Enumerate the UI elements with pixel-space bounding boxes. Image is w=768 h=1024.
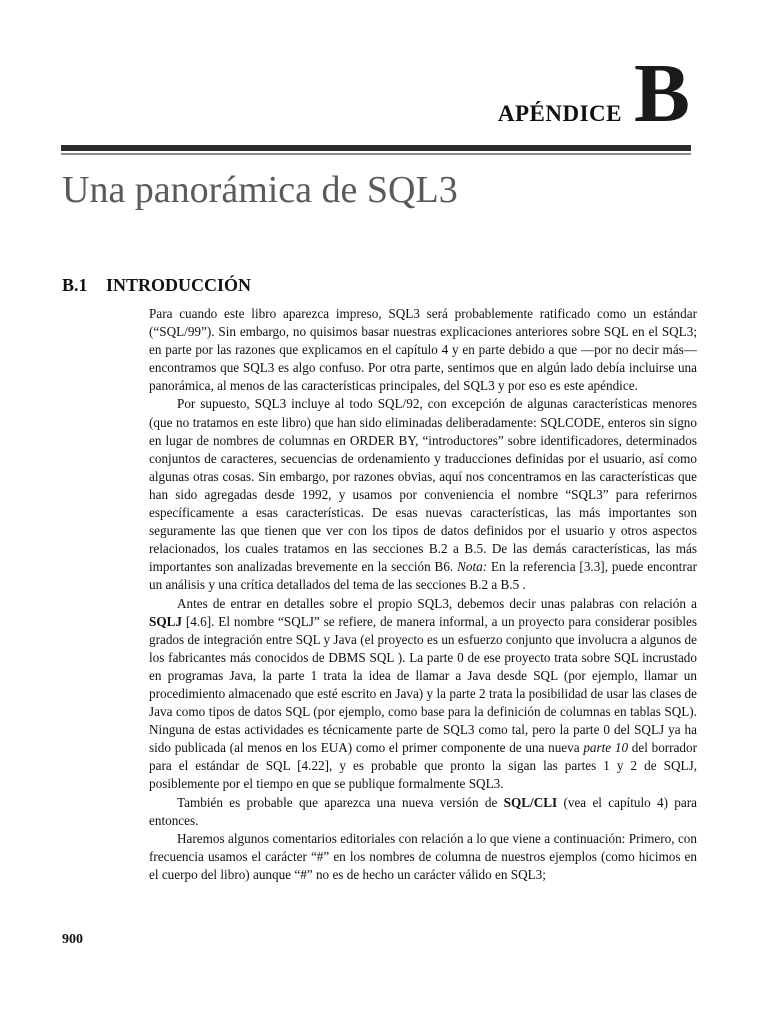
paragraph-5: Haremos algunos comentarios editoriales con relación a lo que viene a continuación: Primero, con frecuencia usamos el carácter “#” en los nombres de columna de nuestros ejemplos (como hicimos en el cuerpo del libro) aunque “#” no es de hecho un carácter válido en SQL3;	[149, 830, 697, 882]
body-text	[149, 305, 697, 884]
appendix-letter: B	[633, 47, 690, 140]
section-title: INTRODUCCIÓN	[106, 275, 252, 295]
paragraph-1: Para cuando este libro aparezca impreso, SQL3 será probablemente ratificado como un estándar (“SQL/99”). Sin embargo, no quisimos basar nuestras explicaciones anteriores sobre SQL en el SQL3; en parte por las razones que explicamos en el capítulo 4 y en parte debido a que —por no decir más— encontramos que SQL3 es algo confuso. Por otra parte, sentimos que en algún lado debía incluirse una panorámica, al menos de las características principales, del SQL3 y por eso es este apéndice.	[149, 306, 697, 394]
header-rule-thick	[61, 145, 691, 151]
paragraph-3-text-a: Antes de entrar en detalles sobre el propio SQL3, debemos decir unas palabras con relación a	[177, 595, 697, 611]
chapter-title: Una panorámica de SQL3	[62, 169, 458, 211]
page-number: 900	[62, 932, 83, 947]
paragraph-3-text-b: [4.6]. El nombre “SQLJ” se refiere, de manera informal, a un proyecto para considerar posibles grados de integración entre SQL y Java (el proyecto es un esfuerzo conjunto que involucra a algunos de los fabricantes más conocidos de DBMS SQL ). La parte 0 de ese proyecto trata sobre SQL incrustado en programas Java, la parte 1 trata la idea de llamar a Java desde SQL (por ejemplo, llamar un procedimiento almacenado que esté escrito en Java) y la parte 2 trata la posibilidad de usar las clases de Java como tipos de datos SQL (por ejemplo, como base para la definición de columnas en tablas SQL). Ninguna de estas actividades es técnicamente parte de SQL3 como tal, pero la parte 0 del SQLJ ya ha sido publicada (al menos en los EUA) como el primer componente de una nueva	[149, 613, 697, 756]
paragraph-3-sqlj-term: SQLJ	[149, 613, 182, 629]
paragraph-3-parte10: parte 10	[583, 740, 629, 756]
paragraph-2-text-b: En la referencia [3.3], puede encontrar un análisis y una crítica detallados del tema de las secciones B.2 a B.5 .	[149, 559, 697, 593]
header-rule-thin	[61, 153, 691, 155]
paragraph-2-note-label: Nota:	[457, 559, 488, 575]
paragraph-4-text-b: (vea el capítulo 4) para entonces.	[149, 794, 697, 828]
paragraph-3-text-c: del borrador para el estándar de SQL [4.22], y es probable que pronto la sigan las partes 1 y 2 de SQLJ, posiblemente por el tiempo en que se publique formalmente SQL3.	[149, 740, 698, 792]
paragraph-2-text-a: Por supuesto, SQL3 incluye al todo SQL/92, con excepción de algunas características menores (que no tratamos en este libro) que han sido eliminadas deliberadamente: SQLCODE, enteros sin signo en lugar de nombres de columnas en ORDER BY, “introductores” sobre identificadores, determinados conjuntos de caracteres, secuencias de ordenamiento y traducciones definidas por el usuario, así como algunas otras cosas. Sin embargo, por razones obvias, aquí nos concentramos en las características que han sido agregadas desde 1992, y usamos por conveniencia el nombre “SQL3” para referirnos específicamente a esas características. De esas nuevas características, las más importantes son seguramente las que tienen que ver con los tipos de datos definidos por el usuario y otros aspectos relacionados, los cuales tratamos en las secciones B.2 a B.5. De las demás características, las más importantes son analizadas brevemente en la sección B6.	[149, 396, 697, 575]
paragraph-4	[149, 794, 697, 830]
paragraph-4-sqlcli-term: SQL/CLI	[503, 794, 558, 810]
paragraph-2	[149, 395, 697, 594]
appendix-header	[497, 47, 690, 140]
section-heading	[62, 275, 251, 296]
paragraph-4-text-a: También es probable que aparezca una nueva versión de	[177, 794, 504, 810]
section-number: B.1	[62, 275, 88, 295]
paragraph-3	[149, 595, 697, 794]
appendix-label: APÉNDICE	[497, 101, 622, 126]
